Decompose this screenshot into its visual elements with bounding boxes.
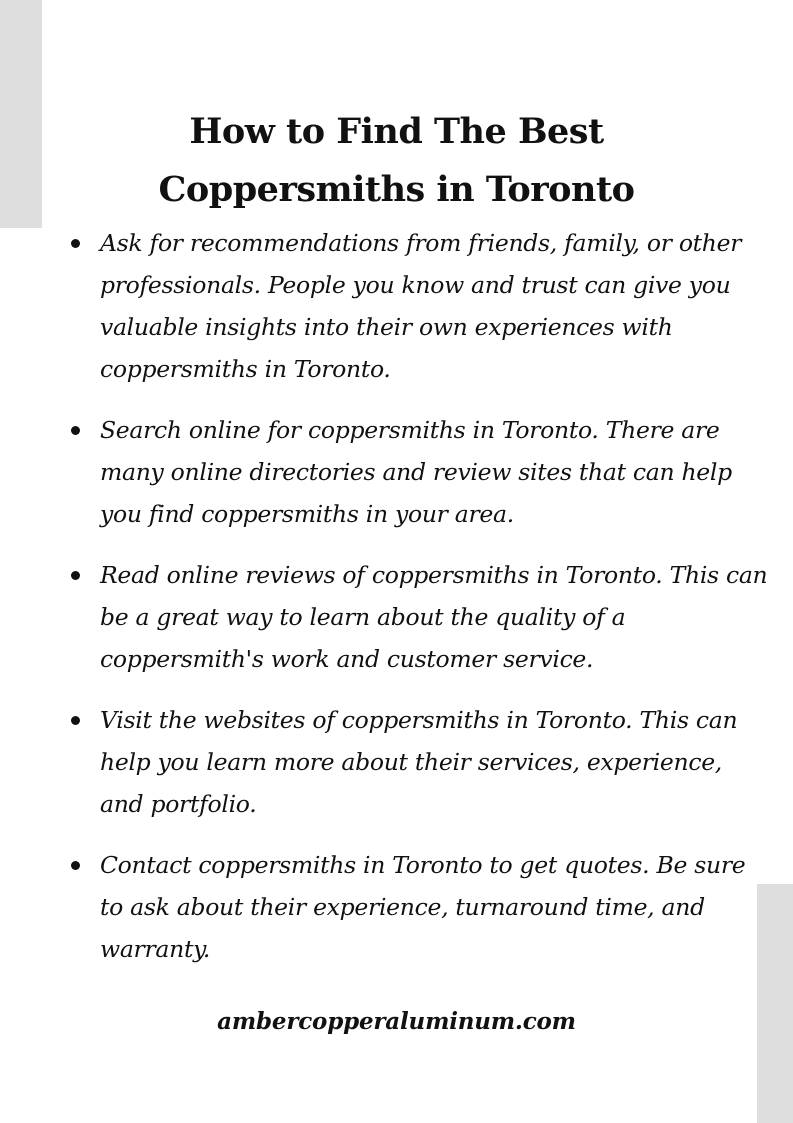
bullet-icon bbox=[71, 716, 80, 725]
bullet-icon bbox=[71, 571, 80, 580]
tip-text: Visit the websites of coppersmiths in Toronto. This can help you learn more about their services, experience, and portfolio. bbox=[100, 706, 738, 818]
tip-item bbox=[68, 699, 768, 825]
tip-text: Search online for coppersmiths in Toronto. There are many online directories and review sites that can help you find coppersmiths in your area. bbox=[100, 416, 732, 528]
tip-text: Contact coppersmiths in Toronto to get quotes. Be sure to ask about their experience, turnaround time, and warranty. bbox=[100, 851, 746, 963]
tip-text: Ask for recommendations from friends, family, or other professionals. People you know and trust can give you valuable insights into their own experiences with coppersmiths in Toronto. bbox=[100, 229, 742, 383]
bullet-icon bbox=[71, 861, 80, 870]
tip-item bbox=[68, 554, 768, 680]
tip-text: Read online reviews of coppersmiths in Toronto. This can be a great way to learn about the quality of a coppersmith's work and customer service. bbox=[100, 561, 768, 673]
tip-item bbox=[68, 222, 768, 390]
page-title bbox=[0, 103, 793, 219]
page-title-line-2: Coppersmiths in Toronto bbox=[158, 169, 635, 211]
bullet-icon bbox=[71, 426, 80, 435]
footer-website: ambercopperaluminum.com bbox=[217, 1008, 576, 1035]
page-title-line-1: How to Find The Best bbox=[189, 111, 604, 153]
tips-list bbox=[68, 222, 768, 989]
tip-item bbox=[68, 409, 768, 535]
bullet-icon bbox=[71, 239, 80, 248]
tip-item bbox=[68, 844, 768, 970]
